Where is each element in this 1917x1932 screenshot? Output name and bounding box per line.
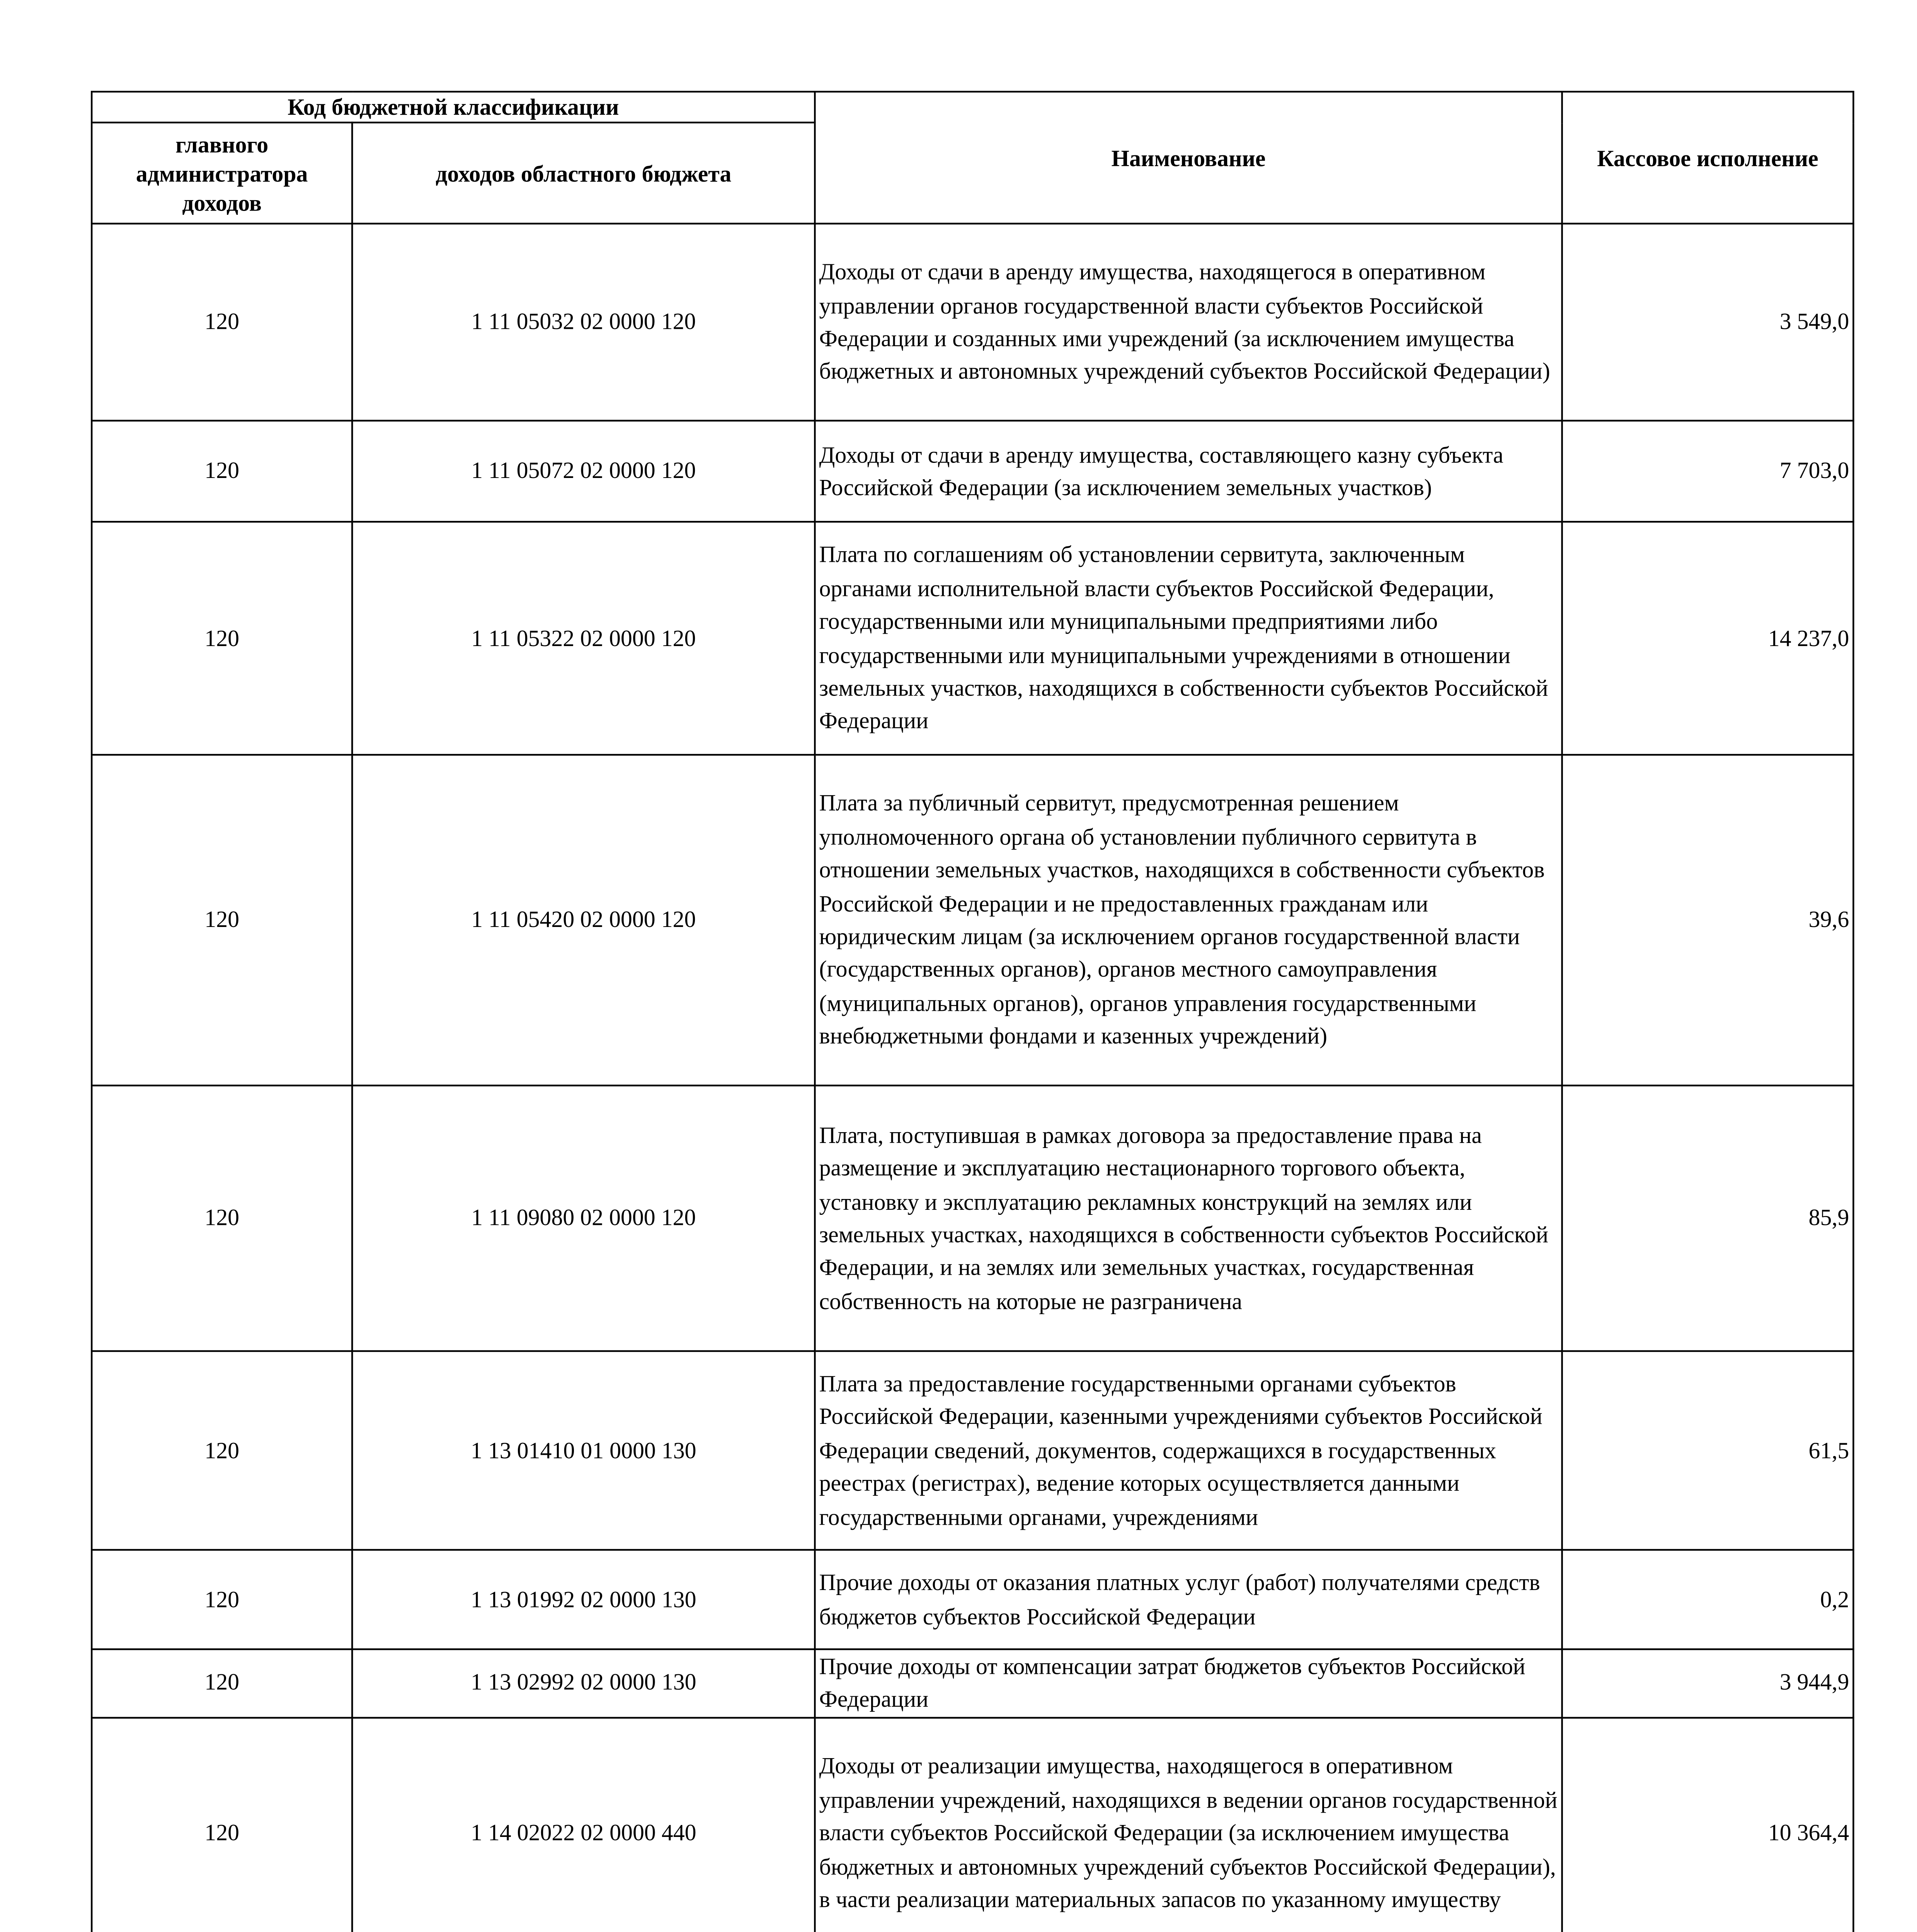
budget-classification-header: Код бюджетной классификации [92,92,815,122]
name-cell: Плата по соглашениям об установлении сервитута, заключенным органами исполнительной власти субъектов Российской Федерации, государственными или муниципальными предприятиями либо государственными или муниципальными учреждениями в отношении земельных участков, находящихся в собственности субъектов Российской Федерации [815,522,1562,755]
admin-cell: 120 [92,1351,352,1550]
code-cell: 1 13 01410 01 0000 130 [352,1351,815,1550]
admin-cell: 120 [92,1649,352,1718]
table-row [92,421,1853,522]
name-cell: Прочие доходы от оказания платных услуг (работ) получателями средств бюджетов субъектов Российской Федерации [815,1550,1562,1649]
admin-cell: 120 [92,1718,352,1932]
admin-cell: 120 [92,1085,352,1351]
name-cell: Плата за публичный сервитут, предусмотренная решением уполномоченного органа об установлении публичного сервитута в отношении земельных участков, находящихся в собственности субъектов Российской Федерации и не предоставленных гражданам или юридическим лицам (за исключением органов государственной власти (государственных органов), органов местного самоуправления (муниципальных органов), органов управления государственными внебюджетными фондами и казенных учреждений) [815,755,1562,1085]
table-header [92,92,1853,223]
code-cell: 1 11 05032 02 0000 120 [352,224,815,421]
table-row [92,1649,1853,1718]
amount-column-header: Кассовое исполнение [1562,92,1854,223]
amount-cell: 7 703,0 [1562,421,1854,522]
admin-cell: 120 [92,522,352,755]
name-cell: Доходы от реализации имущества, находящегося в оперативном управлении учреждений, находящихся в ведении органов государственной власти субъектов Российской Федерации (за исключением имущества бюджетных и автономных учреждений субъектов Российской Федерации), в части реализации материальных запасов по указанному имуществу [815,1718,1562,1932]
name-cell: Доходы от сдачи в аренду имущества, находящегося в оперативном управлении органов государственной власти субъектов Российской Федерации и созданных ими учреждений (за исключением имущества бюджетных и автономных учреждений субъектов Российской Федерации) [815,224,1562,421]
name-cell: Доходы от сдачи в аренду имущества, составляющего казну субъекта Российской Федерации (за исключением земельных участков) [815,421,1562,522]
name-cell: Плата, поступившая в рамках договора за предоставление права на размещение и эксплуатацию нестационарного торгового объекта, установку и эксплуатацию рекламных конструкций на землях или земельных участках, находящихся в собственности субъектов Российской Федерации, и на землях или земельных участках, государственная собственность на которые не разграничена [815,1085,1562,1351]
table-row [92,1085,1853,1351]
name-column-header: Наименование [815,92,1562,223]
amount-cell: 85,9 [1562,1085,1854,1351]
table-row [92,1718,1853,1932]
code-cell: 1 11 05420 02 0000 120 [352,755,815,1085]
admin-cell: 120 [92,755,352,1085]
code-cell: 1 13 02992 02 0000 130 [352,1649,815,1718]
code-cell: 1 11 05322 02 0000 120 [352,522,815,755]
code-cell: 1 13 01992 02 0000 130 [352,1550,815,1649]
admin-cell: 120 [92,224,352,421]
code-cell: 1 11 09080 02 0000 120 [352,1085,815,1351]
table-row [92,1550,1853,1649]
amount-cell: 10 364,4 [1562,1718,1854,1932]
amount-cell: 14 237,0 [1562,522,1854,755]
admin-cell: 120 [92,1550,352,1649]
amount-cell: 0,2 [1562,1550,1854,1649]
code-cell: 1 14 02022 02 0000 440 [352,1718,815,1932]
table-row [92,1351,1853,1550]
amount-cell: 61,5 [1562,1351,1854,1550]
table-body [92,224,1853,1932]
amount-cell: 39,6 [1562,755,1854,1085]
name-cell: Плата за предоставление государственными органами субъектов Российской Федерации, казенными учреждениями субъектов Российской Федерации сведений, документов, содержащихся в государственных реестрах (регистрах), ведение которых осуществляется данными государственными органами, учреждениями [815,1351,1562,1550]
admin-column-header: главного администратора доходов [92,122,352,224]
amount-cell: 3 549,0 [1562,224,1854,421]
table-row [92,755,1853,1085]
table-row [92,522,1853,755]
amount-cell: 3 944,9 [1562,1649,1854,1718]
table-row [92,224,1853,421]
admin-cell: 120 [92,421,352,522]
name-cell: Прочие доходы от компенсации затрат бюджетов субъектов Российской Федерации [815,1649,1562,1718]
budget-table [91,91,1854,1932]
code-cell: 1 11 05072 02 0000 120 [352,421,815,522]
code-column-header: доходов областного бюджета [352,122,815,224]
